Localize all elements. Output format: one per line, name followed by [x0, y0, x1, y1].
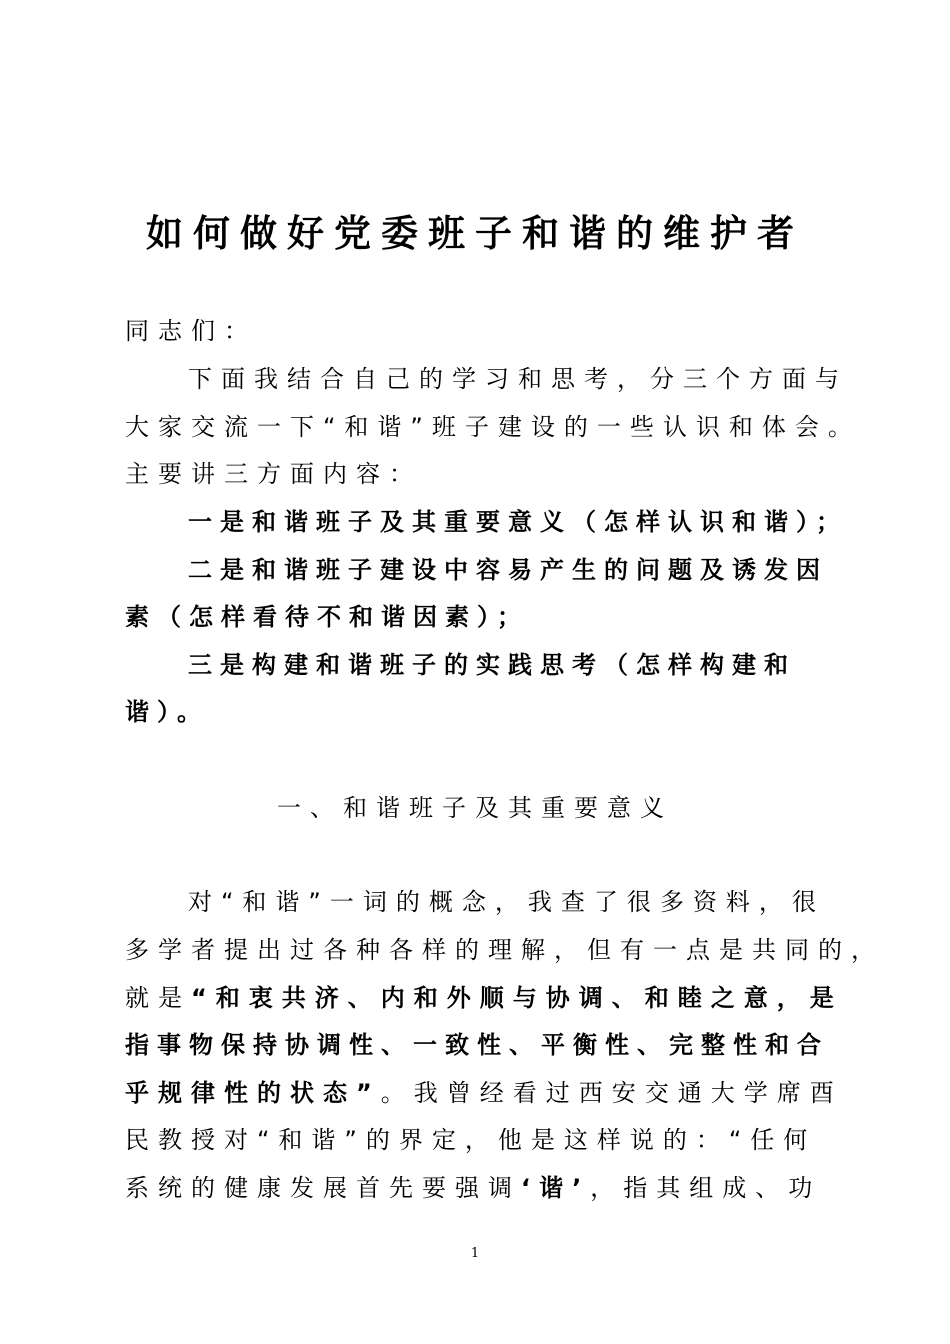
body-line-1: 对“和谐”一词的概念，我查了很多资料，很 [188, 888, 825, 916]
body-line-5-bold: 乎规律性的状态” [125, 1079, 381, 1107]
body-line-7 [125, 1170, 821, 1206]
section-heading: 一、和谐班子及其重要意义 [277, 794, 673, 822]
page-number: 1 [470, 1246, 480, 1261]
point-2-line-2: 素（怎样看待不和谐因素）； [125, 603, 529, 631]
point-3-line-2: 谐）。 [125, 698, 209, 726]
intro-line-3: 主要讲三方面内容： [125, 460, 422, 488]
body-line-7-plain-b: ，指其组成、功 [590, 1174, 822, 1202]
salutation: 同志们： [125, 317, 257, 345]
body-line-3-plain: 就是 [125, 984, 191, 1012]
body-line-5-plain: 。我曾经看过西安交通大学席酉 [380, 1079, 843, 1107]
intro-line-2: 大家交流一下“和谐”班子建设的一些认识和体会。 [125, 413, 861, 441]
document-title: 如何做好党委班子和谐的维护者 [146, 211, 804, 255]
body-line-4: 指事物保持协调性、一致性、平衡性、完整性和合 [125, 1031, 829, 1059]
body-line-6: 民教授对“和谐”的界定，他是这样说的：“任何 [125, 1126, 817, 1154]
point-1: 一是和谐班子及其重要意义（怎样认识和谐）； [188, 508, 848, 536]
body-line-7-plain-a: 系统的健康发展首先要强调 [125, 1174, 521, 1202]
body-line-3 [125, 980, 843, 1016]
body-line-7-bold: ‘谐’ [521, 1174, 591, 1202]
intro-line-1: 下面我结合自己的学习和思考，分三个方面与 [188, 365, 848, 393]
body-line-3-bold: “和衷共济、内和外顺与协调、和睦之意，是 [191, 984, 843, 1012]
point-2-line-1: 二是和谐班子建设中容易产生的问题及诱发因 [188, 556, 828, 584]
body-line-5 [125, 1075, 843, 1111]
body-line-2: 多学者提出过各种各样的理解，但有一点是共同的， [125, 936, 884, 964]
point-3-line-1: 三是构建和谐班子的实践思考（怎样构建和 [188, 651, 796, 679]
